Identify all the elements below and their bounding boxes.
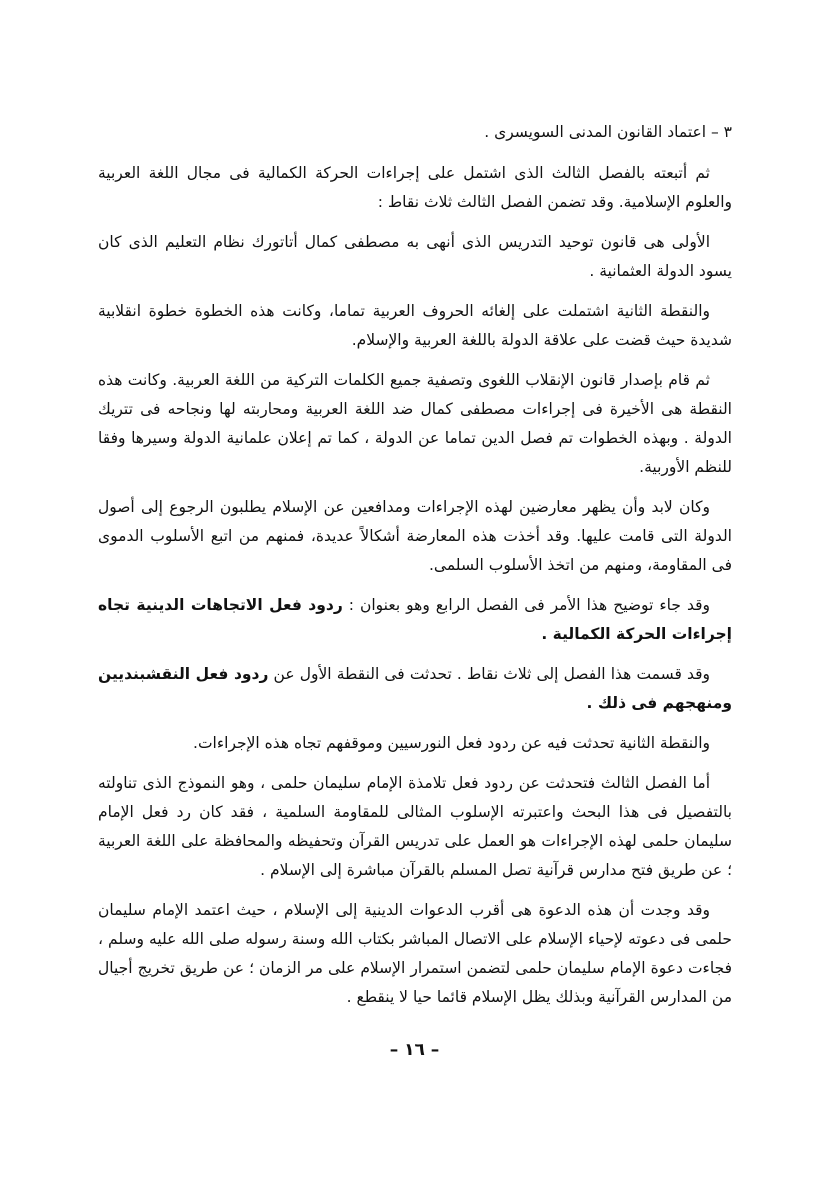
paragraph-10	[98, 769, 732, 885]
paragraph-8-bold-title: ردود فعل النقشبنديين ومنهجهم فى ذلك .	[98, 665, 732, 712]
paragraph-3	[98, 228, 732, 286]
paragraph-2	[98, 159, 732, 217]
paragraph-10-text: أما الفصل الثالث فتحدثت عن ردود فعل تلامذة الإمام سليمان حلمى ، وهو النموذج الذى تناولته بالتفصيل فى هذا البحث واعتبرته الإسلوب المثالى للمقاومة السلمية ، فقد كان رد فعل الإمام سليمان حلمى لهذه الإجراءات هو العمل على تدريس القرآن وتحفيظه والمحافظة على اللغة العربية ؛ عن طريق فتح مدارس قرآنية تصل المسلم بالقرآن مباشرة إلى الإسلام .	[98, 774, 732, 879]
paragraph-1-text: ٣ – اعتماد القانون المدنى السويسرى .	[484, 123, 732, 141]
paragraph-7	[98, 591, 732, 649]
document-body	[98, 118, 732, 1023]
paragraph-2-text: ثم أتبعته بالفصل الثالث الذى اشتمل على إجراءات الحركة الكمالية فى مجال اللغة العربية والعلوم الإسلامية. وقد تضمن الفصل الثالث ثلاث نقاط :	[98, 164, 732, 211]
paragraph-7-text: وقد جاء توضيح هذا الأمر فى الفصل الرابع وهو بعنوان :	[342, 596, 710, 614]
paragraph-6-text: وكان لابد وأن يظهر معارضين لهذه الإجراءات ومدافعين عن الإسلام يطلبون الرجوع إلى أصول الدولة التى قامت عليها. وقد أخذت هذه المعارضة أشكالاً عديدة، فمنهم من اتبع الأسلوب الدموى فى المقاومة، ومنهم من اتخذ الأسلوب السلمى.	[98, 498, 732, 574]
paragraph-5-text: ثم قام بإصدار قانون الإنقلاب اللغوى وتصفية جميع الكلمات التركية من اللغة العربية. وكانت هذه النقطة هى الأخيرة فى إجراءات مصطفى كمال ضد اللغة العربية ومحاربته لها ونجاحه فى تتريك الدولة . وبهذه الخطوات تم فصل الدين تماما عن الدولة ، كما تم إعلان علمانية الدولة وسيرها وفقا للنظم الأوربية.	[98, 371, 732, 476]
paragraph-5	[98, 366, 732, 482]
paragraph-8-text: وقد قسمت هذا الفصل إلى ثلاث نقاط . تحدثت فى النقطة الأول عن	[268, 665, 710, 683]
paragraph-11	[98, 896, 732, 1012]
page-number: – ١٦ –	[389, 1040, 440, 1060]
paragraph-9	[98, 729, 732, 758]
paragraph-4	[98, 297, 732, 355]
paragraph-7-bold-title: ردود فعل الاتجاهات الدينية تجاه إجراءات الحركة الكمالية .	[98, 596, 732, 643]
paragraph-4-text: والنقطة الثانية اشتملت على إلغائه الحروف العربية تماما، وكانت هذه الخطوة خطوة انقلابية شديدة حيث قضت على علاقة الدولة باللغة العربية والإسلام.	[98, 302, 732, 349]
paragraph-9-text: والنقطة الثانية تحدثت فيه عن ردود فعل النورسيين وموقفهم تجاه هذه الإجراءات.	[193, 734, 710, 752]
paragraph-8	[98, 660, 732, 718]
paragraph-1	[98, 118, 732, 147]
paragraph-3-text: الأولى هى قانون توحيد التدريس الذى أنهى به مصطفى كمال أتاتورك نظام التعليم الذى كان يسود الدولة العثمانية .	[98, 233, 732, 280]
paragraph-11-text: وقد وجدت أن هذه الدعوة هى أقرب الدعوات الدينية إلى الإسلام ، حيث اعتمد الإمام سليمان حلمى فى دعوته لإحياء الإسلام على الاتصال المباشر بكتاب الله وسنة رسوله صلى الله عليه وسلم ، فجاءت دعوة الإمام سليمان حلمى لتضمن استمرار الإسلام على مر الزمان ؛ عن طريق تخريج أجيال من المدارس القرآنية وبذلك يظل الإسلام قائما حيا لا ينقطع .	[98, 901, 732, 1006]
paragraph-6	[98, 493, 732, 580]
